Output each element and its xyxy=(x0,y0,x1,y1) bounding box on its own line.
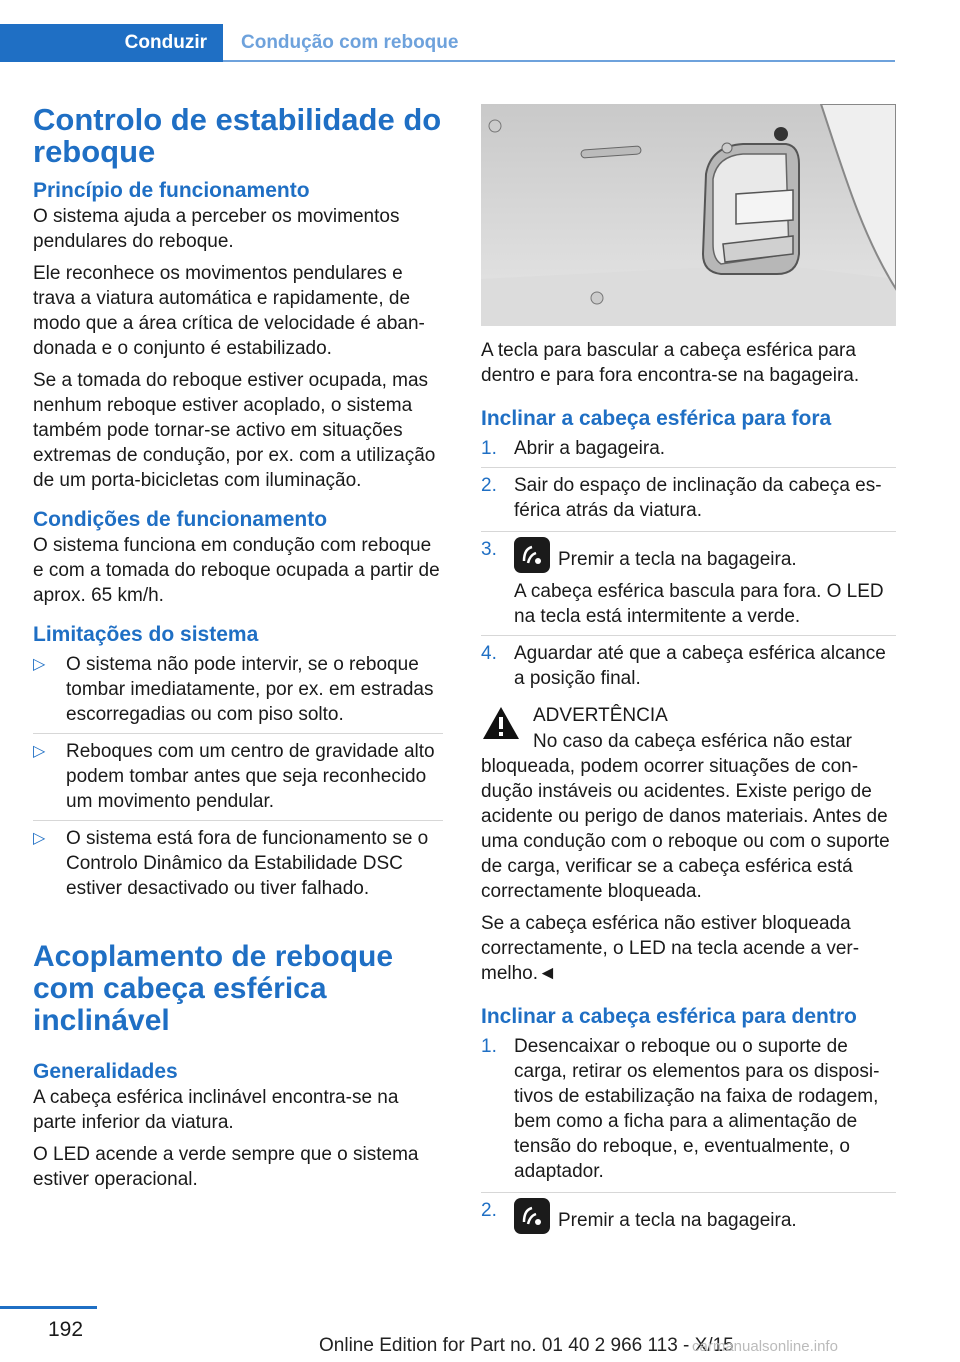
heading-tilt-in: Inclinar a cabeça esférica para dentro xyxy=(481,1005,857,1028)
list-item: ▷ O sistema não pode intervir, se o reboque tombar imediatamente, por ex. em estradas escorregadias ou com piso solto. xyxy=(33,654,434,725)
footer-rule xyxy=(0,1306,97,1309)
heading-tilt-out: Inclinar a cabeça esférica para fora xyxy=(481,407,832,430)
edition-note: Online Edition for Part no. 01 40 2 966 113 - X/15 xyxy=(319,1335,734,1356)
warning-text-2: Se a cabeça esférica não estiver bloqueada correctamente, o LED na tecla acende a vermelho.◄ xyxy=(481,913,860,984)
heading-principle: Princípio de funcionamento xyxy=(33,179,310,202)
header-rule xyxy=(223,60,895,62)
watermark: carmanualsonline.info xyxy=(692,1338,838,1355)
triangle-bullet-icon: ▷ xyxy=(33,830,46,847)
right-column xyxy=(481,104,896,1242)
warning-title: ADVERTÊNCIA xyxy=(533,705,668,726)
paragraph: O sistema funciona em condução com reboque e com a tomada do reboque ocupada a partir de aprox. 65 km/h. xyxy=(33,535,440,606)
list-item: ▷ Reboques com um centro de gravidade alto podem tombar antes que seja reconhecido um movimento pendular. xyxy=(33,739,443,814)
trunk-photo xyxy=(481,104,896,326)
left-column xyxy=(33,104,443,1199)
heading-stability: Controlo de estabilidade do reboque xyxy=(33,102,442,169)
page-header xyxy=(0,24,895,62)
tow-hitch-button-icon xyxy=(514,1198,550,1234)
warning-box xyxy=(481,703,896,749)
list-item: 2. Premir a tecla na bagageira. xyxy=(481,1198,896,1234)
section-title: Conduzir xyxy=(124,32,207,53)
photo-caption: A tecla para bascular a cabeça esférica para dentro e para fora encontra-se na bagageira. xyxy=(481,340,860,386)
heading-coupling: Acoplamento de reboque com cabeça esférica inclinável xyxy=(33,940,394,1037)
triangle-bullet-icon: ▷ xyxy=(33,743,46,760)
heading-conditions: Condições de funcionamento xyxy=(33,508,328,531)
paragraph: Ele reconhece os movimentos pendulares e trava a viatura automática e rapidamente, de modo que a área crítica de velocidade é abandonada e o conjunto é estabilizado. xyxy=(33,263,425,359)
list-item: 4. Aguardar até que a cabeça esférica alcance a posição final. xyxy=(481,641,896,691)
list-item: 2. Sair do espaço de inclinação da cabeça esférica atrás da viatura. xyxy=(481,473,896,523)
triangle-bullet-icon: ▷ xyxy=(33,656,46,673)
warning-text: No caso da cabeça esférica não estar bloqueada, podem ocorrer situações de condução instáveis ou acidentes. Existe perigo de acidente ou perigo de danos materiais. Antes de uma condução com o reboque ou com o suporte de carga, verificar se a cabeça esférica está correctamente bloqueada. xyxy=(481,731,890,902)
list-item: 3. Premir a tecla na bagageira. A cabeça esférica bascula para fora. O LED na tecla está intermitente a verde. xyxy=(481,537,896,629)
paragraph: O sistema ajuda a perceber os movimentos pendulares do reboque. xyxy=(33,206,400,252)
paragraph: A cabeça esférica inclinável encontra-se na parte inferior da viatura. xyxy=(33,1087,399,1133)
tow-hitch-button-icon xyxy=(514,537,550,573)
paragraph: Se a tomada do reboque estiver ocupada, mas nenhum reboque estiver acoplado, o sistema também pode tornar-se activo em situações extremas de condução, por ex. com a utilização de um porta-bicicletas com iluminação. xyxy=(33,370,436,491)
list-item: ▷ O sistema está fora de funcionamento se o Controlo Dinâmico da Estabilidade DSC estiver desactivado ou tiver falhado. xyxy=(33,826,443,901)
list-item: 1. Abrir a bagageira. xyxy=(481,438,666,459)
page-number: 192 xyxy=(48,1318,84,1341)
warning-triangle-icon xyxy=(481,705,521,741)
subsection-title: Condução com reboque xyxy=(241,32,459,53)
paragraph: O LED acende a verde sempre que o sistema estiver operacional. xyxy=(33,1144,419,1190)
heading-limits: Limitações do sistema xyxy=(33,623,259,646)
heading-general: Generalidades xyxy=(33,1060,178,1083)
list-item: 1. Desencaixar o reboque ou o suporte de carga, retirar os elementos para os dispositivos de estabilização na faixa de rodagem, bem como a ficha para a alimentação de tensão do reboque, e, eventualmente, o adaptador. xyxy=(481,1036,880,1182)
